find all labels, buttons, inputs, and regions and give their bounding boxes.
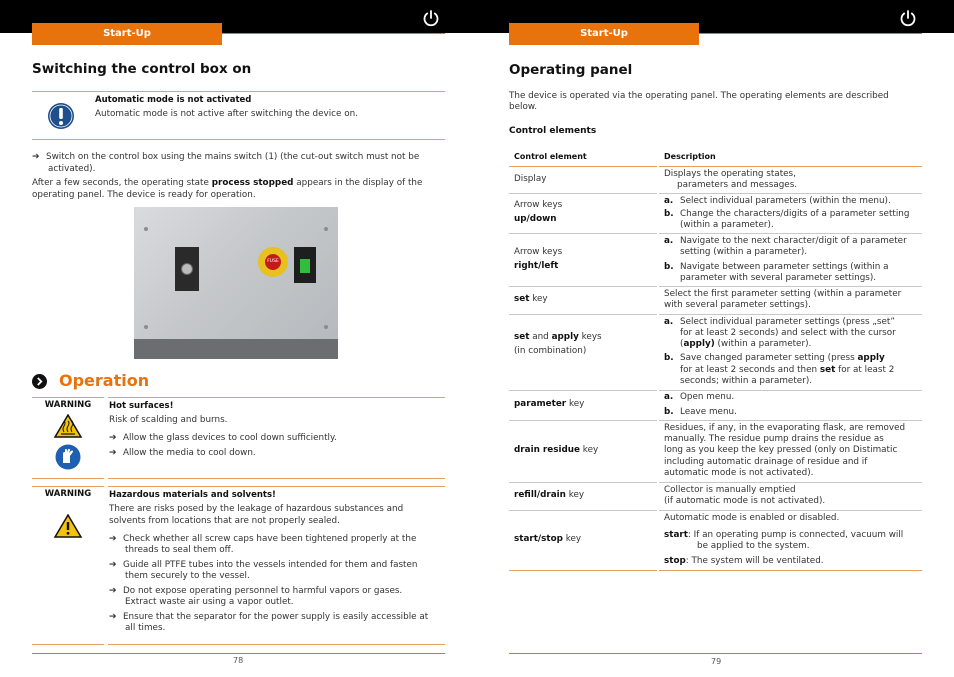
row-drain-desc-1: Residues, if any, in the evaporating flask, are removed xyxy=(664,423,906,433)
wear-gloves-icon xyxy=(55,444,81,470)
warn1-bullet-2: ➔ Allow the media to cool down. xyxy=(109,448,256,458)
intro-line-1: The device is operated via the operating panel. The operating elements are described xyxy=(509,91,889,101)
table-row-rule xyxy=(659,482,922,483)
row-setapply-a-3: (apply) (within a parameter). xyxy=(680,339,812,349)
row-updown-key-2: up/down xyxy=(514,214,557,224)
table-row-rule xyxy=(509,420,657,421)
list-marker: b. xyxy=(664,262,674,272)
table-row-rule xyxy=(659,390,922,391)
table-row-rule xyxy=(509,233,657,234)
arrow-icon: ➔ xyxy=(109,534,117,544)
note-text: Automatic mode is not active after switching the device on. xyxy=(95,109,358,119)
general-warning-icon xyxy=(54,514,82,538)
row-startstop-desc: Automatic mode is enabled or disabled. xyxy=(664,513,840,523)
rocker-switch[interactable] xyxy=(294,247,316,283)
row-refill-desc-1: Collector is manually emptied xyxy=(664,485,796,495)
list-marker: b. xyxy=(664,209,674,219)
row-refill-desc-2: (if automatic mode is not activated). xyxy=(664,496,826,506)
row-updown-key-1: Arrow keys xyxy=(514,200,563,210)
row-display-desc-2: parameters and messages. xyxy=(677,180,798,190)
warning-label: WARNING xyxy=(44,489,92,499)
warn1-rule-end-b xyxy=(108,478,445,479)
power-icon xyxy=(899,9,917,27)
warn2-rule-end-a xyxy=(32,644,104,645)
row-drain-desc-5: automatic mode is not activated). xyxy=(664,468,814,478)
warn2-bullet-4: ➔ Ensure that the separator for the power supply is easily accessible at xyxy=(109,612,429,622)
cut-out-switch[interactable]: FUSE xyxy=(265,254,281,270)
control-box-photo xyxy=(134,207,338,359)
row-updown-b-2: (within a parameter). xyxy=(680,220,774,230)
row-startstop-start: start: If an operating pump is connected, vacuum will xyxy=(664,530,904,540)
table-header-rule-b xyxy=(659,166,922,167)
row-refill-key: refill/drain key xyxy=(514,490,585,500)
footer-rule-right xyxy=(509,653,922,654)
row-rightleft-key-2: right/left xyxy=(514,261,559,271)
arrow-icon: ➔ xyxy=(109,448,117,458)
row-setapply-b-3: seconds; within a parameter). xyxy=(680,376,813,386)
row-updown-a: Select individual parameters (within the menu). xyxy=(680,196,891,206)
tab-start-up-left[interactable]: Start-Up xyxy=(32,23,222,45)
row-updown-b-1: Change the characters/digits of a parameter setting xyxy=(680,209,910,219)
table-row-rule xyxy=(659,420,922,421)
row-parameter-a: Open menu. xyxy=(680,392,735,402)
row-set-desc-1: Select the first parameter setting (within a parameter xyxy=(664,289,902,299)
warn1-rule-a xyxy=(32,397,104,398)
table-end-rule-a xyxy=(509,570,657,571)
warn1-text: Risk of scalding and burns. xyxy=(109,415,228,425)
row-drain-desc-2: manually. The residue pump drains the residue as xyxy=(664,434,884,444)
table-row-rule xyxy=(659,233,922,234)
row-rightleft-b-1: Navigate between parameter settings (within a xyxy=(680,262,889,272)
warn2-bullet-3-cont: Extract waste air using a vapor outlet. xyxy=(125,597,294,607)
warn2-bullet-1: ➔ Check whether all screw caps have been tightened properly at the xyxy=(109,534,417,544)
list-marker: a. xyxy=(664,196,674,206)
row-setapply-key: set and apply keys xyxy=(514,332,602,342)
arrow-icon: ➔ xyxy=(32,152,40,162)
table-row-rule xyxy=(509,193,657,194)
arrow-icon: ➔ xyxy=(109,433,117,443)
list-marker: b. xyxy=(664,407,674,417)
emergency-stop-ring xyxy=(258,247,288,277)
warn2-rule-end-b xyxy=(108,644,445,645)
warn1-bullet-1: ➔ Allow the glass devices to cool down sufficiently. xyxy=(109,433,337,443)
list-marker: a. xyxy=(664,236,674,246)
list-marker: a. xyxy=(664,317,674,327)
hot-surface-warning-icon xyxy=(54,414,82,438)
info-exclamation-icon xyxy=(47,102,75,130)
table-row-rule xyxy=(659,510,922,511)
row-drain-desc-4: including automatic drainage of residue and if xyxy=(664,457,868,467)
note-title: Automatic mode is not activated xyxy=(95,95,252,105)
warning-label: WARNING xyxy=(44,400,92,410)
warn2-bullet-3: ➔ Do not expose operating personnel to harmful vapors or gases. xyxy=(109,586,403,596)
row-rightleft-a-1: Navigate to the next character/digit of a parameter xyxy=(680,236,907,246)
row-parameter-b: Leave menu. xyxy=(680,407,737,417)
tab-start-up-right[interactable]: Start-Up xyxy=(509,23,699,45)
list-marker: b. xyxy=(664,353,674,363)
row-display-desc-1: Displays the operating states, xyxy=(664,169,796,179)
row-startstop-stop: stop: The system will be ventilated. xyxy=(664,556,824,566)
table-row-rule xyxy=(659,193,922,194)
warn2-bullet-1-cont: threads to seal them off. xyxy=(125,545,234,555)
para-process-stopped: After a few seconds, the operating state process stopped appears in the display of the xyxy=(32,178,423,188)
section-title-operation: Operation xyxy=(59,371,150,390)
heading-operating-panel: Operating panel xyxy=(509,62,633,78)
arrow-icon: ➔ xyxy=(109,560,117,570)
footer-rule-left xyxy=(32,653,445,654)
heading-switching: Switching the control box on xyxy=(32,61,252,77)
table-end-rule-b xyxy=(659,570,922,571)
warn1-rule-b xyxy=(108,397,445,398)
warn2-bullet-2: ➔ Guide all PTFE tubes into the vessels intended for them and fasten xyxy=(109,560,418,570)
col-header-control-element: Control element xyxy=(514,152,587,161)
warn2-text-1: There are risks posed by the leakage of hazardous substances and xyxy=(109,504,404,514)
row-startstop-start-2: be applied to the system. xyxy=(697,541,810,551)
row-rightleft-key-1: Arrow keys xyxy=(514,247,563,257)
subheading-control-elements: Control elements xyxy=(509,126,597,136)
power-icon xyxy=(422,9,440,27)
row-setapply-a-1: Select individual parameter settings (press „set” xyxy=(680,317,895,327)
warn1-rule-end-a xyxy=(32,478,104,479)
warn1-title: Hot surfaces! xyxy=(109,401,174,411)
list-marker: a. xyxy=(664,392,674,402)
page-number-left: 78 xyxy=(233,656,244,665)
chevron-circle-icon xyxy=(32,374,47,389)
row-setapply-b-2: for at least 2 seconds and then set for at least 2 xyxy=(680,365,895,375)
warn2-rule-a xyxy=(32,486,104,487)
warn2-bullet-2-cont: them securely to the vessel. xyxy=(125,571,250,581)
mains-switch[interactable] xyxy=(175,247,199,291)
note-rule-bottom xyxy=(32,139,445,140)
table-row-rule xyxy=(509,314,657,315)
arrow-icon: ➔ xyxy=(109,586,117,596)
arrow-icon: ➔ xyxy=(109,612,117,622)
note-rule-top xyxy=(32,91,445,92)
intro-line-2: below. xyxy=(509,102,538,112)
row-setapply-a-2: for at least 2 seconds) and select with the cursor xyxy=(680,328,896,338)
step-switch-on-cont: activated). xyxy=(48,164,96,174)
step-switch-on: ➔ Switch on the control box using the mains switch (1) (the cut-out switch must not be xyxy=(32,152,420,162)
para-ready: operating panel. The device is ready for operation. xyxy=(32,190,256,200)
row-setapply-key-2: (in combination) xyxy=(514,346,587,356)
table-header-rule-a xyxy=(509,166,657,167)
table-row-rule xyxy=(509,286,657,287)
row-set-desc-2: with several parameter settings). xyxy=(664,300,811,310)
warn2-text-2: solvents from locations that are not properly sealed. xyxy=(109,516,340,526)
row-rightleft-a-2: setting (within a parameter). xyxy=(680,247,808,257)
row-drain-desc-3: long as you keep the key pressed (only on Distimatic xyxy=(664,445,898,455)
table-row-rule xyxy=(509,390,657,391)
warn2-bullet-4-cont: all times. xyxy=(125,623,166,633)
table-row-rule xyxy=(659,314,922,315)
table-row-rule xyxy=(509,510,657,511)
row-parameter-key: parameter key xyxy=(514,399,585,409)
row-rightleft-b-2: parameter with several parameter settings). xyxy=(680,273,877,283)
warn2-title: Hazardous materials and solvents! xyxy=(109,490,276,500)
col-header-description: Description xyxy=(664,152,716,161)
row-set-key: set key xyxy=(514,294,548,304)
page-number-right: 79 xyxy=(711,657,722,666)
row-drain-key: drain residue key xyxy=(514,445,599,455)
row-startstop-key: start/stop key xyxy=(514,534,582,544)
row-display-key: Display xyxy=(514,174,547,184)
row-setapply-b-1: Save changed parameter setting (press apply xyxy=(680,353,885,363)
warn2-rule-b xyxy=(108,486,445,487)
table-row-rule xyxy=(509,482,657,483)
table-row-rule xyxy=(659,286,922,287)
